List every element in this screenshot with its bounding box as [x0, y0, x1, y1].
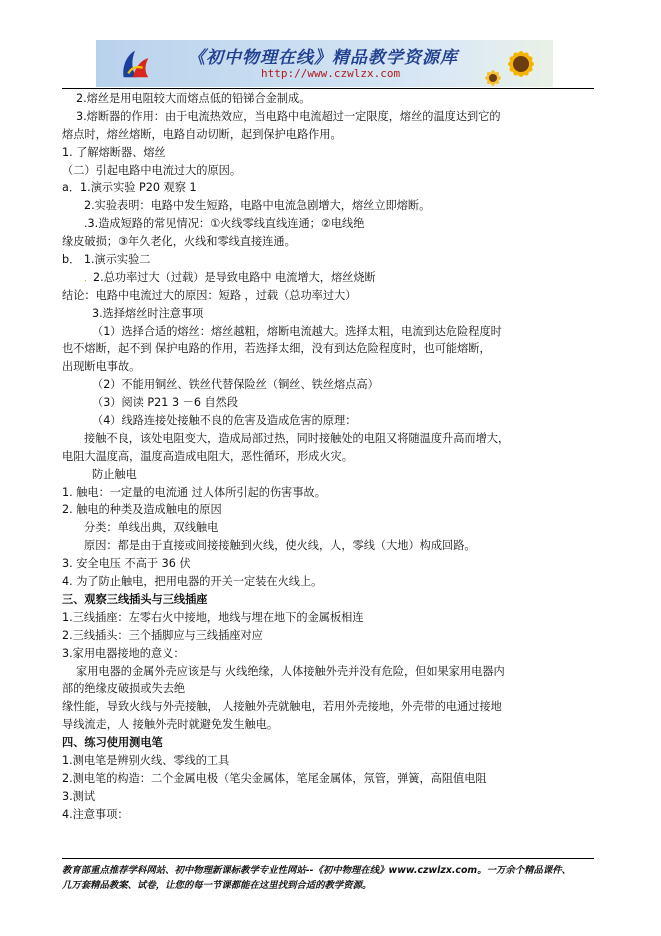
- text-line: [62, 537, 592, 555]
- text-line: [62, 645, 592, 663]
- text-line: [62, 680, 592, 698]
- line-text: （3）阅读 P21 3 －6 自然段: [92, 396, 239, 410]
- header-banner: [96, 40, 553, 87]
- line-text: 3.选择熔丝时注意事项: [92, 306, 204, 320]
- text-line: [62, 144, 592, 162]
- text-line: [62, 197, 592, 215]
- line-text: 1. 触电：一定量的电流通 过人体所引起的伤害事故。: [62, 485, 326, 499]
- text-line: [62, 663, 592, 681]
- banner-url[interactable]: http://www.czwlzx.com: [261, 67, 401, 80]
- text-line: [62, 162, 592, 180]
- section-heading: [62, 734, 592, 752]
- line-text: 熔点时，熔丝熔断，电路自动切断，起到保护电路作用。: [62, 127, 342, 141]
- line-text: .3.造成短路的常见情况：①火线零线直线连通；②电线绝: [84, 217, 365, 231]
- text-line: [62, 215, 592, 233]
- text-line: [62, 340, 592, 358]
- line-text: 三、观察三线插头与三线插座: [62, 592, 208, 606]
- text-line: [62, 555, 592, 573]
- line-text: 缘性能，导致火线与外壳接触， 人接触外壳就触电，若用外壳接地，外壳带的电通过接地: [62, 700, 502, 714]
- text-line: [62, 90, 592, 108]
- line-text: 部的绝缘皮破损或失去绝: [62, 682, 186, 696]
- line-text: 2.熔丝是用电阻较大而熔点低的铅锑合金制成。: [76, 92, 311, 105]
- text-line: [62, 269, 592, 287]
- footer-line-2: 几万套精品教案、试卷，让您的每一节课都能在这里找到合适的教学资源。: [62, 880, 372, 891]
- line-text: （2）不能用铜丝、铁丝代替保险丝（铜丝、铁丝熔点高）: [92, 378, 379, 392]
- line-text: 电阻大温度高，温度高造成电阻大，恶性循环，形成火灾。: [62, 449, 353, 463]
- line-text: 分类：单线出典，双线触电: [84, 521, 219, 535]
- line-text: 防止触电: [92, 467, 137, 481]
- line-text: 原因：都是由于直接或间接接触到火线，使火线，人，零线（大地）构成回路。: [84, 539, 476, 553]
- section-heading: [62, 591, 592, 609]
- text-line: [62, 126, 592, 144]
- line-text: 4.注意事项：: [62, 807, 129, 821]
- text-line: [62, 788, 592, 806]
- text-line: [62, 430, 592, 448]
- text-line: [62, 573, 592, 591]
- text-line: [62, 770, 592, 788]
- text-line: [62, 484, 592, 502]
- line-text: 1.测电笔是辨别火线、零线的工具: [62, 753, 230, 767]
- text-line: [62, 716, 592, 734]
- text-line: [62, 376, 592, 394]
- line-text: 出现断电事故。: [62, 360, 141, 374]
- text-line: [62, 323, 592, 341]
- text-line: [62, 806, 592, 824]
- text-line: [62, 394, 592, 412]
- text-line: [62, 698, 592, 716]
- line-text: 3.家用电器接地的意义：: [62, 646, 185, 660]
- text-line: [62, 179, 592, 197]
- text-line: [62, 108, 592, 126]
- footer-line-1: 教育部重点推荐学科网站、初中物理新课标教学专业性网站--《初中物理在线》www.czwlzx.com。一万余个精品课件、: [62, 865, 571, 876]
- text-line: [62, 412, 592, 430]
- line-text: 2.总功率过大（过载）是导致电路中 电流增大，熔丝烧断: [93, 270, 376, 284]
- line-text: 3. 安全电压 不高于 36 伏: [62, 557, 191, 571]
- text-line: [62, 609, 592, 627]
- line-text: 结论：电路中电流过大的原因：短路 ，过载（总功率过大）: [62, 288, 357, 302]
- text-line: [62, 466, 592, 484]
- text-line: [62, 752, 592, 770]
- footer-rule: [62, 858, 594, 859]
- text-line: [62, 627, 592, 645]
- line-text: 四、练习使用测电笔: [62, 736, 163, 750]
- line-text: 1.三线插座：左零右火中接地，地线与埋在地下的金属板相连: [62, 610, 364, 624]
- banner-title: 《初中物理在线》精品教学资源库: [188, 48, 458, 68]
- footer: [62, 863, 602, 893]
- line-text: （1）选择合适的熔丝：熔丝越粗，熔断电流越大。选择太粗，电流到达危险程度时: [92, 324, 502, 338]
- line-text: 也不熔断，起不到 保护电路的作用，若选择太细，没有到达危险程度时，也可能熔断，: [62, 342, 491, 356]
- text-line: [62, 358, 592, 376]
- text-line: [62, 233, 592, 251]
- line-text: 2.三线插头：三个插脚应与三线插座对应: [62, 628, 263, 642]
- line-text: b． 1.演示实验二: [62, 253, 151, 267]
- header-rule: [62, 88, 594, 89]
- text-line: [62, 501, 592, 519]
- line-text: 接触不良，该处电阻变大，造成局部过热，同时接触处的电阻又将随温度升高而增大，: [84, 431, 510, 445]
- line-text: 缘皮破损；③年久老化，火线和零线直接连通。: [62, 235, 296, 249]
- text-line: [62, 251, 592, 269]
- line-text: 4. 为了防止触电，把用电器的开关一定装在火线上。: [62, 575, 323, 589]
- line-text: （4）线路连接处接触不良的危害及造成危害的原理：: [92, 414, 357, 428]
- line-text: 2.测电笔的构造：二个金属电极（笔尖金属体，笔尾金属体，氖管，弹簧，高阻值电阻: [62, 771, 487, 785]
- document-body: [62, 90, 592, 824]
- line-text: 3.测试: [62, 789, 96, 803]
- line-text: （二）引起电路中电流过大的原因。: [62, 163, 242, 177]
- bullet-dot: ．: [84, 273, 94, 284]
- line-text: 2.实验表明：电路中发生短路，电路中电流急剧增大，熔丝立即熔断。: [84, 199, 431, 213]
- text-line: [62, 519, 592, 537]
- line-text: 导线流走，人 接触外壳时就避免发生触电。: [62, 718, 279, 732]
- sunflower-icon: [481, 40, 551, 87]
- line-text: 1. 了解熔断器、熔丝: [62, 145, 166, 159]
- line-text: a．1.演示实验 P20 观察 1: [62, 181, 197, 195]
- logo-icon: [116, 45, 154, 83]
- text-line: [62, 287, 592, 305]
- line-text: 家用电器的金属外壳应该是与 火线绝缘，人体接触外壳并没有危险，但如果家用电器内: [76, 664, 505, 678]
- text-line: [62, 448, 592, 466]
- line-text: 2. 触电的种类及造成触电的原因: [62, 503, 222, 517]
- line-text: 3.熔断器的作用：由于电流热效应，当电路中电流超过一定限度，熔丝的温度达到它的: [76, 109, 501, 123]
- text-line: [62, 305, 592, 323]
